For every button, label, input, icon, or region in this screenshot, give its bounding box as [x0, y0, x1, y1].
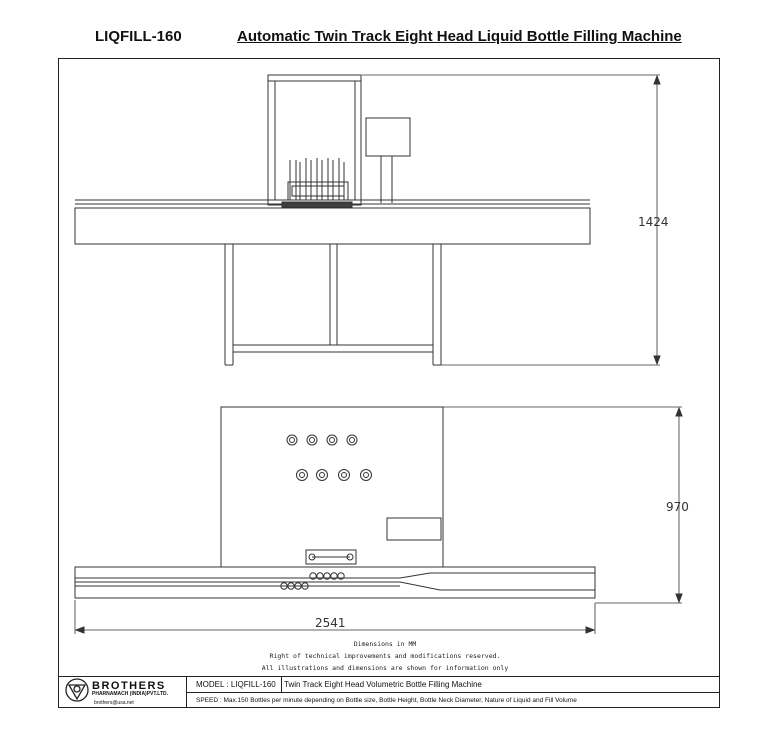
dim-width: 970 — [666, 500, 689, 514]
logo-block — [58, 677, 187, 708]
note-info: All illustrations and dimensions are shown for information only — [261, 664, 509, 672]
note-units: Dimensions in MM — [353, 640, 417, 648]
company-email: brothers@usa.net — [94, 700, 134, 706]
pump-row-1 — [287, 435, 357, 445]
page-title: Automatic Twin Track Eight Head Liquid Bottle Filling Machine — [237, 28, 682, 45]
pump-row-2 — [297, 470, 372, 481]
front-elevation — [75, 75, 660, 365]
top-view — [75, 407, 682, 634]
title-block — [58, 676, 720, 708]
panel-window — [387, 518, 441, 540]
dim-height: 1424 — [638, 215, 669, 229]
speed-row: SPEED : Max.150 Bottles per minute depending on Bottle size, Bottle Height, Bottle Neck Diameter, Nature of Liquid and Fill Volume — [196, 697, 577, 704]
model-code: LIQFILL-160 — [95, 28, 182, 45]
note-rights: Right of technical improvements and modifications reserved. — [269, 652, 501, 660]
model-description: Twin Track Eight Head Volumetric Bottle Filling Machine — [281, 677, 482, 692]
dim-length: 2541 — [315, 616, 346, 630]
company-name: PHARNAMACH (INDIA)PVT.LTD. — [92, 691, 169, 697]
bottles — [281, 573, 344, 589]
model-label: MODEL : LIQFILL-160 — [196, 680, 276, 689]
model-row — [186, 677, 720, 693]
machine-body — [221, 407, 443, 567]
brand-name: BROTHERS — [92, 680, 166, 692]
conveyor-table — [75, 208, 590, 244]
filling-nozzles — [288, 158, 348, 200]
control-panel — [366, 118, 410, 156]
